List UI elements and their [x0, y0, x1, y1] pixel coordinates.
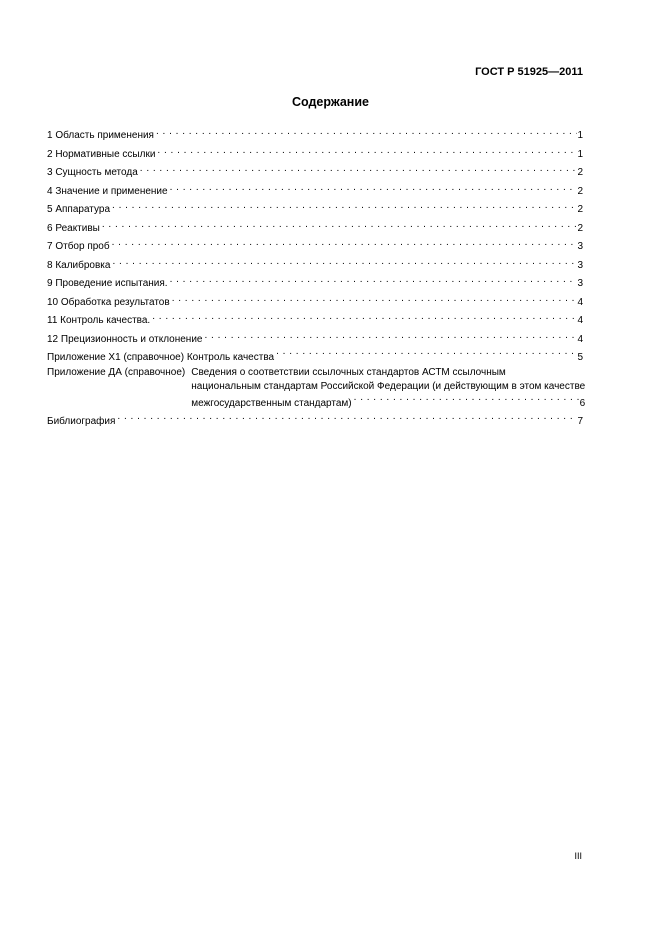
table-of-contents — [47, 126, 586, 429]
toc-entry-label: 8 Калибровка — [47, 259, 111, 271]
toc-entry[interactable] — [47, 274, 583, 293]
toc-entry[interactable] — [47, 256, 583, 275]
toc-entry-label: Приложение ДА (справочное) — [47, 367, 186, 378]
dot-leader — [100, 219, 578, 231]
dot-leader — [170, 293, 578, 305]
dot-leader — [138, 163, 578, 175]
toc-entry-page: 4 — [577, 333, 583, 345]
toc-entry[interactable] — [47, 126, 583, 145]
toc-entry-page: 2 — [577, 222, 583, 234]
toc-entry-page: 1 — [577, 148, 583, 160]
toc-entry[interactable] — [47, 237, 583, 256]
toc-entry[interactable] — [47, 330, 583, 349]
toc-entry[interactable] — [47, 311, 583, 330]
toc-entry-label: 7 Отбор проб — [47, 241, 110, 252]
toc-entry-label: 4 Значение и применение — [47, 185, 168, 197]
dot-leader — [274, 348, 577, 360]
toc-entry-label: 1 Область применения — [47, 130, 154, 141]
toc-entry-page: 2 — [577, 204, 583, 215]
dot-leader — [168, 182, 578, 194]
toc-entry-last-line — [185, 394, 585, 411]
dot-leader — [154, 126, 577, 138]
dot-leader — [110, 200, 577, 212]
toc-entry-label: 10 Обработка результатов — [47, 296, 170, 308]
toc-entry-page: 3 — [577, 241, 583, 252]
page-number: III — [574, 851, 582, 861]
toc-entry-page: 2 — [577, 185, 583, 197]
dot-leader — [155, 145, 577, 157]
toc-entry-page: 7 — [577, 416, 583, 427]
toc-entry[interactable] — [47, 200, 583, 219]
dot-leader — [110, 237, 578, 249]
toc-entry[interactable] — [47, 293, 583, 312]
toc-entry-label: 12 Прецизионность и отклонение — [47, 333, 203, 345]
toc-entry-page: 5 — [577, 352, 583, 363]
toc-entry-label: 5 Аппаратура — [47, 204, 111, 215]
dot-leader — [352, 394, 580, 406]
toc-entry-page: 3 — [577, 259, 583, 271]
toc-entry-label: 3 Сущность метода — [47, 167, 138, 178]
dot-leader — [202, 330, 577, 342]
toc-entry-label: 9 Проведение испытания. — [47, 278, 168, 289]
toc-entry[interactable] — [47, 348, 583, 365]
toc-entry[interactable] — [47, 163, 583, 182]
toc-entry-label: Приложение X1 (справочное) Контроль качества — [47, 352, 275, 363]
dot-leader — [150, 311, 577, 323]
toc-entry-label: 2 Нормативные ссылки — [47, 148, 156, 160]
toc-entry-page: 4 — [577, 296, 583, 308]
toc-entry-bibliography[interactable] — [47, 412, 583, 429]
dot-leader — [110, 256, 577, 268]
toc-entry-line: Сведения о соответствии ссылочных стандартов АСТМ ссылочным — [191, 367, 506, 378]
toc-entry-label: 6 Реактивы — [47, 222, 100, 234]
toc-entry[interactable] — [47, 145, 583, 164]
toc-entry-page: 3 — [577, 278, 583, 289]
toc-entry-page: 1 — [577, 130, 583, 141]
dot-leader — [168, 274, 578, 286]
toc-entry-page: 4 — [577, 315, 583, 326]
page-title: Содержание — [291, 95, 369, 109]
toc-entry-label: Библиография — [47, 416, 116, 427]
dot-leader — [115, 412, 577, 424]
toc-entry-page: 2 — [577, 167, 583, 178]
toc-entry[interactable] — [47, 219, 583, 238]
toc-entry-appendix-da[interactable] — [47, 366, 586, 411]
toc-entry-page: 6 — [579, 398, 586, 409]
toc-entry-label: 11 Контроль качества. — [47, 315, 151, 326]
toc-entry-line: национальным стандартам Российской Федерации (и действующим в этом качестве — [191, 381, 586, 392]
toc-entry-body — [185, 366, 585, 411]
toc-entry[interactable] — [47, 182, 583, 201]
standard-number: ГОСТ Р 51925—2011 — [475, 66, 583, 78]
toc-entry-line: межгосударственным стандартам) — [191, 398, 352, 409]
